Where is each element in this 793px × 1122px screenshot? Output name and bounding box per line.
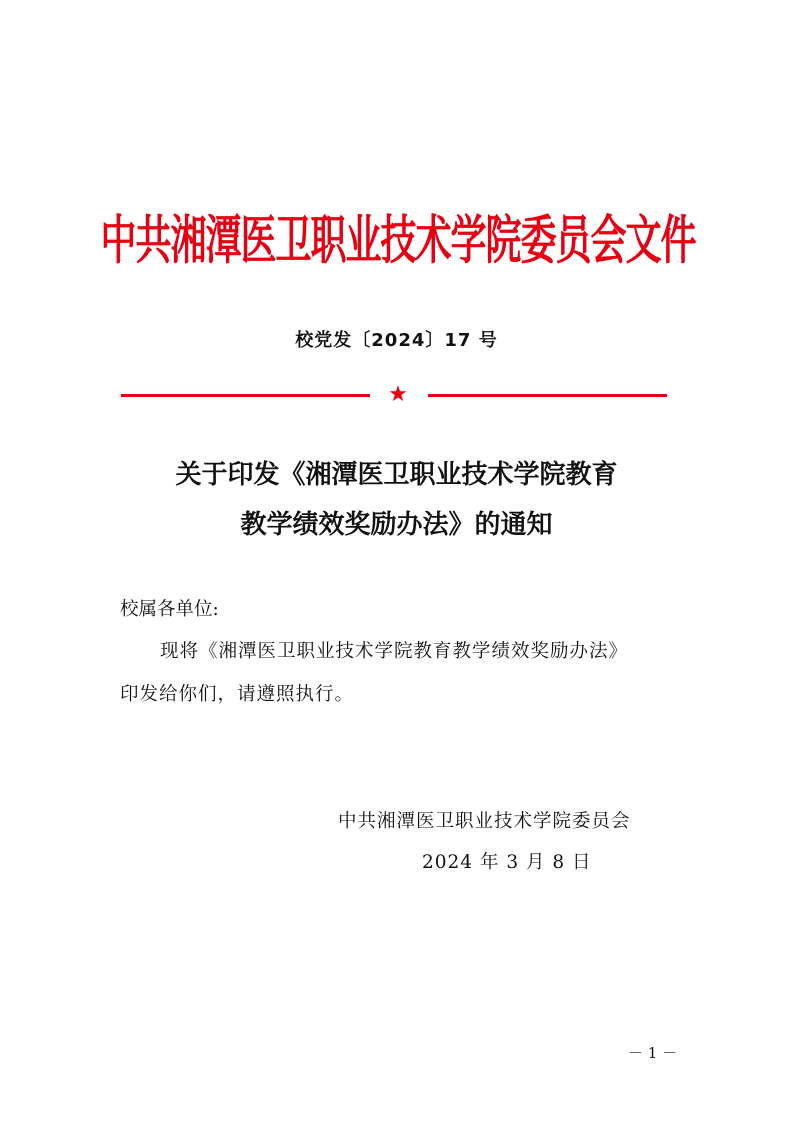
divider-rule-left (121, 394, 370, 397)
subject-line-1: 关于印发《湘潭医卫职业技术学院教育 (175, 460, 618, 490)
issuer-signature: 中共湘潭医卫职业技术学院委员会 (338, 811, 631, 832)
divider-rule-right (428, 394, 667, 397)
body-paragraph-line-1: 现将《湘潭医卫职业技术学院教育教学绩效奖励办法》 (160, 641, 629, 662)
issue-date: 2024 年 3 月 8 日 (422, 852, 592, 873)
salutation: 校属各单位: (120, 599, 219, 620)
document-number: 校党发〔2024〕17 号 (295, 330, 498, 351)
document-header-title: 中共湘潭医卫职业技术学院委员会文件 (100, 210, 696, 271)
red-divider (121, 382, 667, 408)
document-subject (0, 450, 793, 550)
page-number: － 1 － (628, 1044, 678, 1062)
subject-line-2: 教学绩效奖励办法》的通知 (240, 510, 553, 540)
body-paragraph-line-2: 印发给你们，请遵照执行。 (120, 684, 355, 705)
red-star-icon: ★ (388, 382, 408, 407)
